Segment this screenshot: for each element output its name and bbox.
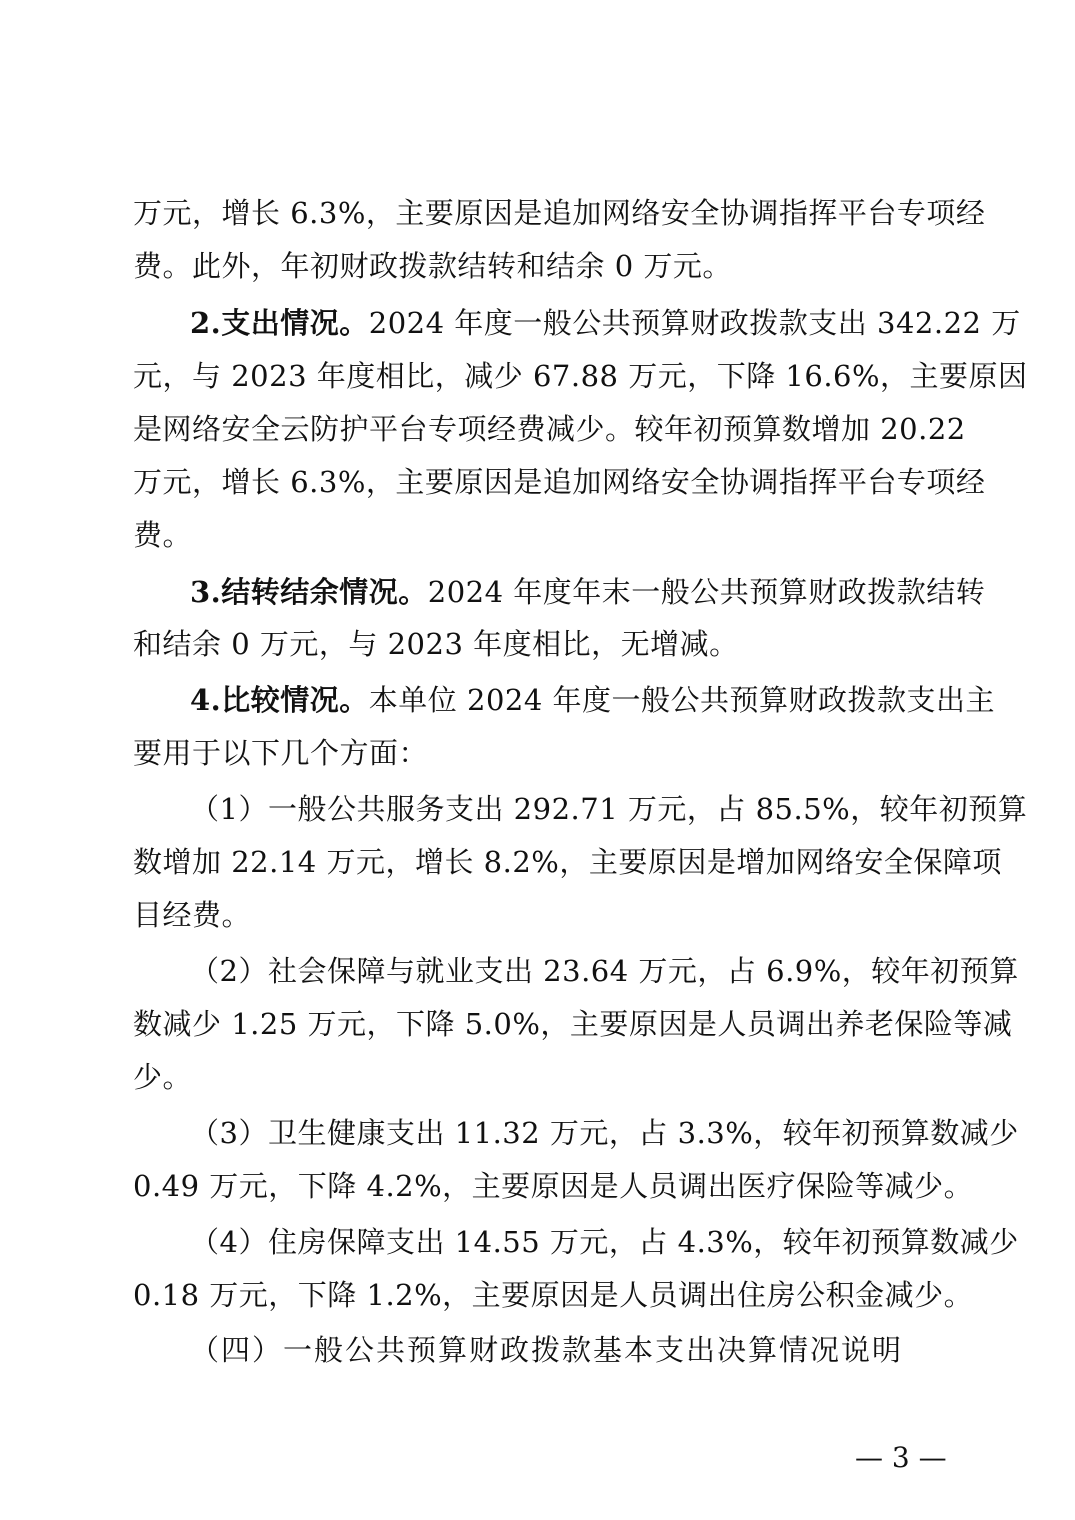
text-line: 元，与 2023 年度相比，减少 67.88 万元，下降 16.6%，主要原因 bbox=[133, 359, 1028, 393]
paragraph-line bbox=[190, 570, 986, 614]
text-line: 费。此外，年初财政拨款结转和结余 0 万元。 bbox=[133, 249, 732, 283]
section-label: 4.比较情况。 bbox=[190, 683, 369, 717]
text-line: 数增加 22.14 万元，增长 8.2%，主要原因是增加网络安全保障项 bbox=[133, 845, 1002, 879]
section-label: 2.支出情况。 bbox=[190, 306, 369, 340]
section-heading: （四）一般公共预算财政拨款基本支出决算情况说明 bbox=[190, 1333, 904, 1367]
page-number: — 3 — bbox=[855, 1441, 947, 1474]
text-line: 目经费。 bbox=[133, 898, 252, 932]
section-text: 本单位 2024 年度一般公共预算财政拨款支出主 bbox=[368, 683, 996, 717]
paragraph-line: （3）卫生健康支出 11.32 万元，占 3.3%，较年初预算数减少 bbox=[190, 1116, 1019, 1150]
text-line: 是网络安全云防护平台专项经费减少。较年初预算数增加 20.22 bbox=[133, 412, 966, 446]
text-line: 和结余 0 万元，与 2023 年度相比，无增减。 bbox=[133, 627, 739, 661]
section-label: 3.结转结余情况。 bbox=[190, 575, 428, 609]
text-line: 万元，增长 6.3%，主要原因是追加网络安全协调指挥平台专项经 bbox=[133, 196, 986, 230]
text-line: 0.18 万元，下降 1.2%，主要原因是人员调出住房公积金减少。 bbox=[133, 1278, 974, 1312]
paragraph-line bbox=[190, 301, 1021, 345]
text-line: 数减少 1.25 万元，下降 5.0%，主要原因是人员调出养老保险等减 bbox=[133, 1007, 1013, 1041]
paragraph-line: （4）住房保障支出 14.55 万元，占 4.3%，较年初预算数减少 bbox=[190, 1225, 1019, 1259]
text-line: 少。 bbox=[133, 1060, 193, 1094]
text-line: 要用于以下几个方面： bbox=[133, 736, 429, 770]
paragraph-line: （2）社会保障与就业支出 23.64 万元，占 6.9%，较年初预算 bbox=[190, 954, 1019, 988]
text-line: 万元，增长 6.3%，主要原因是追加网络安全协调指挥平台专项经 bbox=[133, 465, 986, 499]
paragraph-line: （1）一般公共服务支出 292.71 万元，占 85.5%，较年初预算 bbox=[190, 792, 1028, 826]
section-text: 2024 年度一般公共预算财政拨款支出 342.22 万 bbox=[368, 306, 1021, 340]
text-line: 费。 bbox=[133, 518, 193, 552]
text-line: 0.49 万元，下降 4.2%，主要原因是人员调出医疗保险等减少。 bbox=[133, 1169, 974, 1203]
section-text: 2024 年度年末一般公共预算财政拨款结转 bbox=[427, 575, 986, 609]
paragraph-line bbox=[190, 678, 996, 722]
